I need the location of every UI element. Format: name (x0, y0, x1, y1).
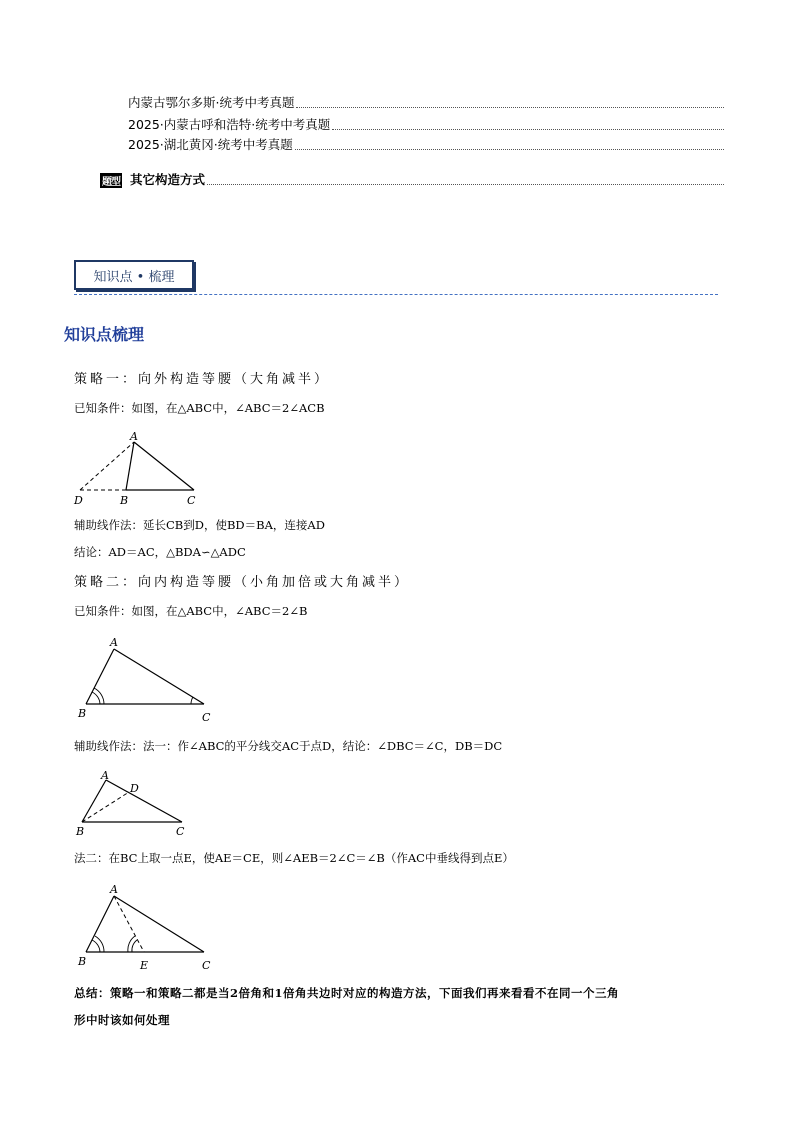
toc-item-3[interactable] (128, 137, 724, 153)
type-badge: 题型 (100, 173, 122, 188)
fig1-label-b: B (120, 494, 129, 507)
toc-type-entry[interactable] (100, 172, 724, 188)
toc-leader-dots (207, 183, 724, 185)
fig1-label-d: D (74, 494, 83, 507)
fig4-label-c: C (202, 959, 211, 972)
section-label-box (74, 260, 194, 290)
figure-1-triangle (70, 428, 210, 510)
fig1-label-a: A (130, 430, 138, 443)
figure-4-triangle (74, 880, 224, 972)
toc-leader-dots (296, 106, 724, 108)
strategy-2-method-2: 法二：在BC上取一点E，使AE＝CE，则∠AEB＝2∠C＝∠B（作AC中垂线得到点E） (74, 851, 514, 865)
section-heading: 知识点梳理 (64, 325, 145, 344)
toc-item-2[interactable] (128, 117, 724, 133)
toc-item-text: 2025·内蒙古呼和浩特·统考中考真题 (128, 117, 331, 132)
fig2-label-a: A (110, 636, 118, 649)
toc-item-1[interactable] (128, 95, 724, 111)
fig4-label-e: E (140, 959, 149, 972)
fig3-label-d: D (130, 782, 139, 795)
strategy-1-conclusion: 结论：AD＝AC，△BDA∽△ADC (74, 545, 246, 559)
strategy-2-title: 策略二：向内构造等腰（小角加倍或大角减半） (74, 575, 411, 590)
fig4-label-a: A (110, 883, 118, 896)
summary-line-2: 形中时该如何处理 (74, 1013, 170, 1027)
fig4-label-b: B (78, 955, 87, 968)
fig1-label-c: C (187, 494, 196, 507)
fig2-label-b: B (78, 707, 87, 720)
summary-line-1: 总结：策略一和策略二都是当2倍角和1倍角共边时对应的构造方法，下面我们再来看看不在同一个三角 (74, 986, 619, 1000)
strategy-1-title: 策略一：向外构造等腰（大角减半） (74, 372, 331, 387)
toc-type-title: 其它构造方式 (130, 172, 206, 187)
section-label: 知识点 • 梳理 (93, 269, 175, 285)
strategy-1-condition: 已知条件：如图，在△ABC中，∠ABC＝2∠ACB (74, 401, 325, 415)
strategy-2-method-1: 辅助线作法：法一：作∠ABC的平分线交AC于点D，结论：∠DBC＝∠C，DB＝DC (74, 739, 503, 753)
toc-item-text: 内蒙古鄂尔多斯·统考中考真题 (128, 95, 295, 110)
toc-leader-dots (295, 148, 724, 150)
fig2-label-c: C (202, 711, 211, 724)
fig3-label-a: A (101, 769, 109, 782)
strategy-1-aux-line: 辅助线作法：延长CB到D，使BD＝BA，连接AD (74, 518, 325, 532)
figure-2-triangle (74, 633, 224, 725)
fig3-label-b: B (76, 825, 85, 838)
fig3-label-c: C (176, 825, 185, 838)
strategy-2-condition: 已知条件：如图，在△ABC中，∠ABC＝2∠B (74, 604, 308, 618)
toc-leader-dots (332, 128, 724, 130)
figure-3-triangle (74, 768, 204, 840)
section-divider (74, 294, 718, 295)
toc-item-text: 2025·湖北黄冈·统考中考真题 (128, 137, 293, 152)
